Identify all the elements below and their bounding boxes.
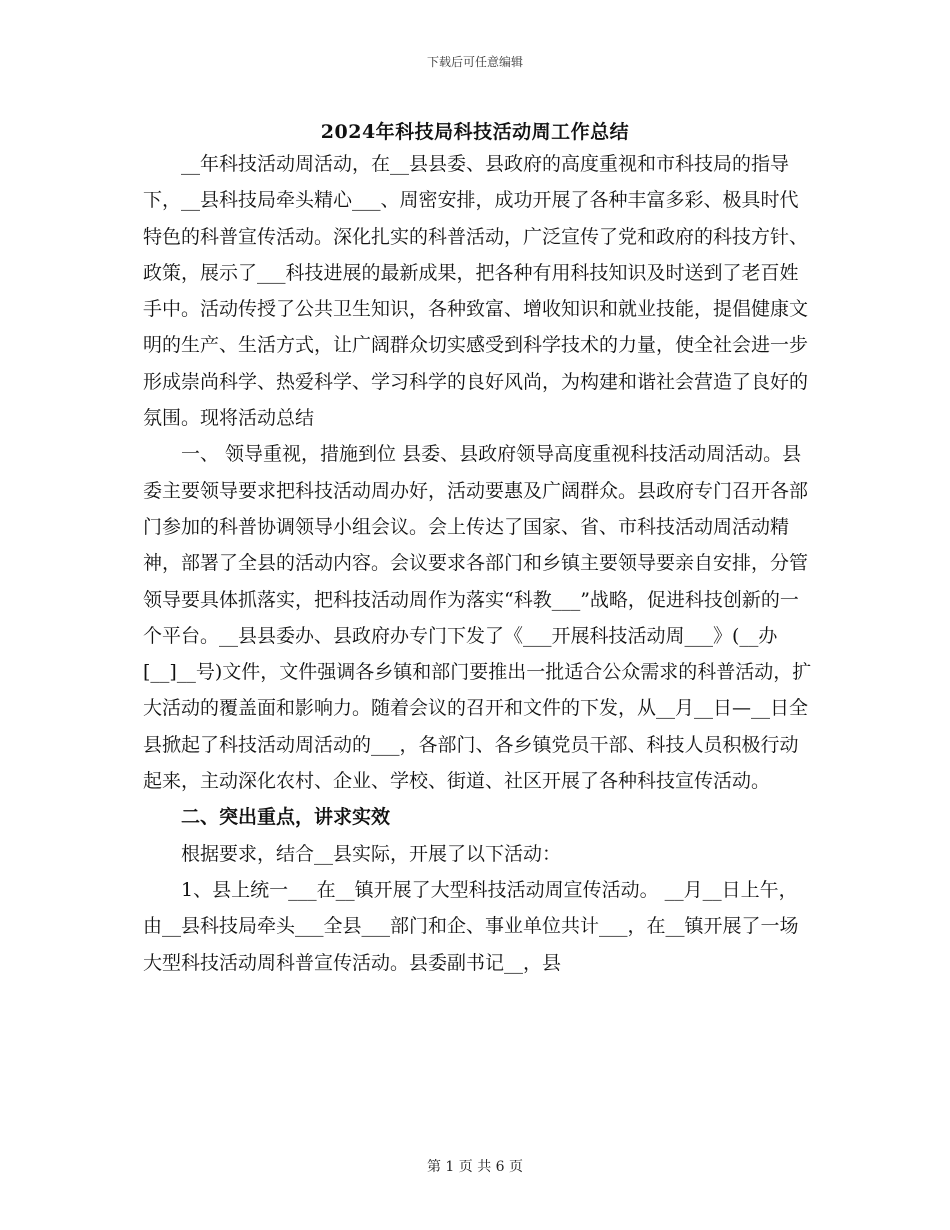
- document-body: [143, 146, 813, 981]
- paragraph-section-2-intro: 根据要求，结合__县实际，开展了以下活动：: [181, 842, 562, 865]
- paragraph-section-1: 一、 领导重视，措施到位 县委、县政府领导高度重视科技活动周活动。县委主要领导要求把科技活动周办好，活动要惠及广阔群众。县政府专门召开各部门参加的科普协调领导小组会议。会上传达了国家、省、市科技活动周活动精神，部署了全县的活动内容。会议要求各部门和乡镇主要领导要亲自安排，分管领导要具体抓落实，把科技活动周作为落实“科教___”战略，促进科技创新的一个平台。__县县委办、县政府办专门下发了《___开展科技活动周___》(__办[__]__号)文件，文件强调各乡镇和部门要推出一批适合公众需求的科普活动，扩大活动的覆盖面和影响力。随着会议的召开和文件的下发，从__月__日—__日全县掀起了科技活动周活动的___，各部门、各乡镇党员干部、科技人员积极行动起来，主动深化农村、企业、学校、街道、社区开展了各种科技宣传活动。: [143, 443, 812, 793]
- document-title: 2024年科技局科技活动周工作总结: [320, 121, 630, 143]
- paragraph-intro: __年科技活动周活动，在__县县委、县政府的高度重视和市科技局的指导下，__县科技局牵头精心___、周密安排，成功开展了各种丰富多彩、极具时代特色的科普宣传活动。深化扎实的科普活动，广泛宣传了党和政府的科技方针、政策，展示了___科技进展的最新成果，把各种有用科技知识及时送到了老百姓手中。活动传授了公共卫生知识，各种致富、增收知识和就业技能，提倡健康文明的生产、生活方式，让广阔群众切实感受到科学技术的力量，使全社会进一步形成崇尚科学、热爱科学、学习科学的良好风尚，为构建和谐社会营造了良好的氛围。现将活动总结: [143, 153, 809, 430]
- paragraph-item-1: 1、县上统一___在__镇开展了大型科技活动周宣传活动。 __月__日上午，由__县科技局牵头___全县___部门和企、事业单位共计___，在__镇开展了一场大型科技活动周科普宣传活动。县委副书记__，县: [143, 878, 799, 974]
- section-heading-2: 二、突出重点，讲求实效: [181, 806, 391, 829]
- page-header: 下载后可任意编辑: [426, 55, 523, 69]
- page-footer: 第 1 页 共 6 页: [426, 1159, 524, 1175]
